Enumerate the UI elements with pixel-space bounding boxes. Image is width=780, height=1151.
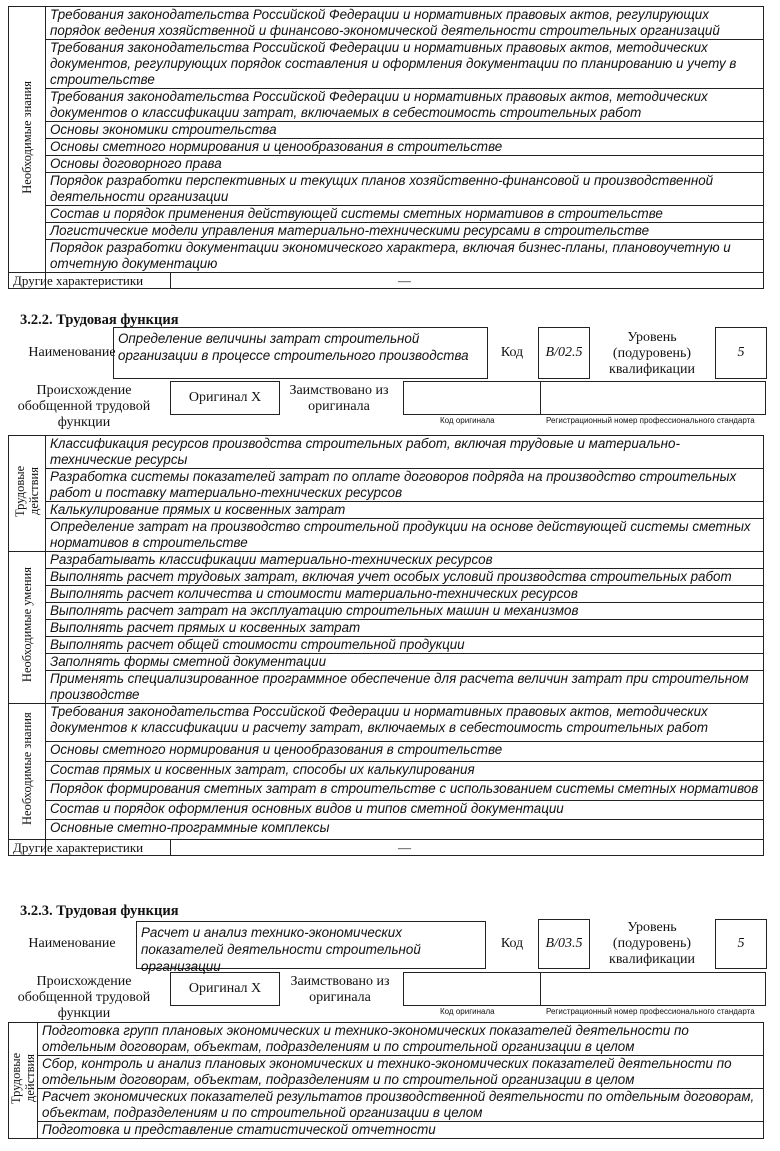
table-row bbox=[9, 781, 764, 801]
list-item: Разрабатывать классификации материально-технических ресурсов bbox=[46, 552, 764, 569]
name-label: Наименование bbox=[28, 936, 116, 951]
list-item: Подготовка групп плановых экономических и технико-экономических показателей деятельности по отдельным договорам, объектам, подразделениям и по строительной организации в целом bbox=[38, 1023, 764, 1056]
list-item: Основы сметного нормирования и ценообразования в строительстве bbox=[46, 139, 764, 156]
name-label: Наименование bbox=[28, 345, 116, 360]
group-label-text: Необходимые знания bbox=[20, 712, 34, 826]
origin-label: Происхождение обобщенной трудовой функции bbox=[17, 974, 151, 1021]
table-row bbox=[9, 1023, 764, 1056]
reg-number-caption: Регистрационный номер профессионального стандарта bbox=[546, 1007, 755, 1016]
other-characteristics-value: — bbox=[46, 840, 764, 856]
table-row bbox=[9, 40, 764, 89]
list-item: Определение затрат на производство строительной продукции на основе действующей системы сметных нормативов в строительстве bbox=[46, 519, 764, 552]
table-row bbox=[9, 654, 764, 671]
table-row bbox=[9, 552, 764, 569]
level-label: Уровень (подуровень) квалификации bbox=[609, 920, 695, 967]
table-row bbox=[9, 469, 764, 502]
list-item: Логистические модели управления материально-техническими ресурсами в строительстве bbox=[46, 223, 764, 240]
code-label: Код bbox=[500, 345, 524, 360]
group-label bbox=[9, 7, 46, 273]
level-box: 5 bbox=[715, 327, 767, 379]
table-row bbox=[9, 1089, 764, 1122]
table-row bbox=[9, 436, 764, 469]
other-characteristics-divider bbox=[170, 840, 171, 855]
reg-number-box bbox=[540, 381, 766, 415]
table-row bbox=[9, 620, 764, 637]
other-characteristics-value: — bbox=[46, 273, 764, 289]
list-item: Состав прямых и косвенных затрат, способы их калькулирования bbox=[46, 761, 764, 781]
list-item: Требования законодательства Российской Федерации и нормативных правовых актов, регулирующих порядок ведения хозяйственной и финансово-экономической деятельности строительных организаций bbox=[46, 7, 764, 40]
other-characteristics-row bbox=[9, 840, 764, 856]
table-row bbox=[9, 173, 764, 206]
other-characteristics-label-text: Другие характеристики bbox=[13, 840, 144, 855]
list-item: Выполнять расчет затрат на эксплуатацию строительных машин и механизмов bbox=[46, 603, 764, 620]
other-characteristics-label bbox=[9, 840, 144, 856]
function-name-box: Определение величины затрат строительной организации в процессе строительного производства bbox=[113, 327, 488, 379]
borrowed-label: Заимствовано из оригинала bbox=[289, 383, 389, 414]
list-item: Порядок разработки перспективных и текущих планов хозяйственно-финансовой и производственной деятельности организации bbox=[46, 173, 764, 206]
list-item: Расчет экономических показателей результатов производственной деятельности по отдельным договорам, объектам, подразделениям и по строительной организации в целом bbox=[38, 1089, 764, 1122]
original-code-box bbox=[403, 972, 541, 1006]
level-label: Уровень (подуровень) квалификации bbox=[609, 330, 695, 377]
list-item: Выполнять расчет трудовых затрат, включая учет особых условий производства строительных работ bbox=[46, 569, 764, 586]
list-item: Выполнять расчет прямых и косвенных затрат bbox=[46, 620, 764, 637]
group-label bbox=[9, 552, 46, 704]
list-item: Состав и порядок применения действующей системы сметных нормативов в строительстве bbox=[46, 206, 764, 223]
other-characteristics-divider bbox=[170, 273, 171, 288]
list-item: Основы сметного нормирования и ценообразования в строительстве bbox=[46, 742, 764, 762]
knowledge-table-1 bbox=[8, 6, 764, 289]
list-item: Заполнять формы сметной документации bbox=[46, 654, 764, 671]
list-item: Порядок формирования сметных затрат в строительстве с использованием системы сметных нормативов bbox=[46, 781, 764, 801]
table-row bbox=[9, 89, 764, 122]
function-table-2 bbox=[8, 435, 764, 856]
table-row bbox=[9, 586, 764, 603]
table-row bbox=[9, 206, 764, 223]
table-row bbox=[9, 704, 764, 742]
origin-label: Происхождение обобщенной трудовой функции bbox=[17, 383, 151, 430]
list-item: Основные сметно-программные комплексы bbox=[46, 820, 764, 840]
group-label-text: Необходимые умения bbox=[20, 567, 34, 683]
table-row bbox=[9, 156, 764, 173]
list-item: Состав и порядок оформления основных видов и типов сметной документации bbox=[46, 800, 764, 820]
table-row bbox=[9, 1056, 764, 1089]
list-item: Классификация ресурсов производства строительных работ, включая трудовые и материально-технические ресурсы bbox=[46, 436, 764, 469]
original-box: Оригинал X bbox=[170, 381, 280, 415]
group-label bbox=[9, 1023, 38, 1139]
function-name-box: Расчет и анализ технико-экономических показателей деятельности строительной организации bbox=[136, 921, 486, 969]
section-title-3-2-3: 3.2.3. Трудовая функция bbox=[20, 903, 179, 919]
list-item: Применять специализированное программное обеспечение для расчета величин затрат при строительном производстве bbox=[46, 671, 764, 704]
table-row bbox=[9, 122, 764, 139]
list-item: Калькулирование прямых и косвенных затрат bbox=[46, 502, 764, 519]
table-row bbox=[9, 7, 764, 40]
list-item: Основы экономики строительства bbox=[46, 122, 764, 139]
table-row bbox=[9, 637, 764, 654]
list-item: Основы договорного права bbox=[46, 156, 764, 173]
code-label: Код bbox=[500, 936, 524, 951]
list-item: Требования законодательства Российской Федерации и нормативных правовых актов, методических документов к классификации и расчету затрат, включаемых в себестоимость строительных работ bbox=[46, 704, 764, 742]
list-item: Разработка системы показателей затрат по оплате договоров подряда на производство строительных работ и поставку материально-технических ресурсов bbox=[46, 469, 764, 502]
original-code-box bbox=[403, 381, 541, 415]
table-row bbox=[9, 820, 764, 840]
table-row bbox=[9, 800, 764, 820]
other-characteristics-label-text: Другие характеристики bbox=[13, 273, 144, 288]
reg-number-caption: Регистрационный номер профессионального стандарта bbox=[546, 416, 755, 425]
table-row bbox=[9, 742, 764, 762]
table-row bbox=[9, 761, 764, 781]
function-table-3 bbox=[8, 1022, 764, 1139]
original-code-caption: Код оригинала bbox=[440, 1007, 495, 1016]
group-label-text: Трудовые действия bbox=[9, 1052, 37, 1104]
group-label-text: Трудовые действия bbox=[13, 465, 41, 517]
section-title-3-2-2: 3.2.2. Трудовая функция bbox=[20, 312, 179, 328]
table-row bbox=[9, 223, 764, 240]
code-box: B/03.5 bbox=[538, 919, 590, 969]
list-item: Требования законодательства Российской Федерации и нормативных правовых актов, методических документов, регулирующих порядок составления и оформления документации по планированию и учету в строительстве bbox=[46, 40, 764, 89]
table-row bbox=[9, 519, 764, 552]
list-item: Подготовка и представление статистической отчетности bbox=[38, 1122, 764, 1139]
original-box: Оригинал X bbox=[170, 972, 280, 1006]
group-label-text: Необходимые знания bbox=[20, 80, 34, 194]
list-item: Выполнять расчет общей стоимости строительной продукции bbox=[46, 637, 764, 654]
list-item: Сбор, контроль и анализ плановых экономических и технико-экономических показателей деятельности по отдельным договорам, объектам, подразделениям и по строительной организации в целом bbox=[38, 1056, 764, 1089]
table-row bbox=[9, 502, 764, 519]
original-code-caption: Код оригинала bbox=[440, 416, 495, 425]
table-row bbox=[9, 139, 764, 156]
group-label bbox=[9, 436, 46, 552]
table-row bbox=[9, 240, 764, 273]
table-row bbox=[9, 671, 764, 704]
list-item: Выполнять расчет количества и стоимости материально-технических ресурсов bbox=[46, 586, 764, 603]
table-row bbox=[9, 1122, 764, 1139]
list-item: Требования законодательства Российской Федерации и нормативных правовых актов, методических документов о классификации затрат, включаемых в себестоимость строительных работ bbox=[46, 89, 764, 122]
other-characteristics-label bbox=[9, 273, 144, 289]
table-row bbox=[9, 569, 764, 586]
reg-number-box bbox=[540, 972, 766, 1006]
level-box: 5 bbox=[715, 919, 767, 969]
group-label bbox=[9, 704, 46, 840]
other-characteristics-row bbox=[9, 273, 764, 289]
borrowed-label: Заимствовано из оригинала bbox=[290, 974, 390, 1005]
list-item: Порядок разработки документации экономического характера, включая бизнес-планы, плановоучетную и отчетную документацию bbox=[46, 240, 764, 273]
table-row bbox=[9, 603, 764, 620]
code-box: B/02.5 bbox=[538, 327, 590, 379]
